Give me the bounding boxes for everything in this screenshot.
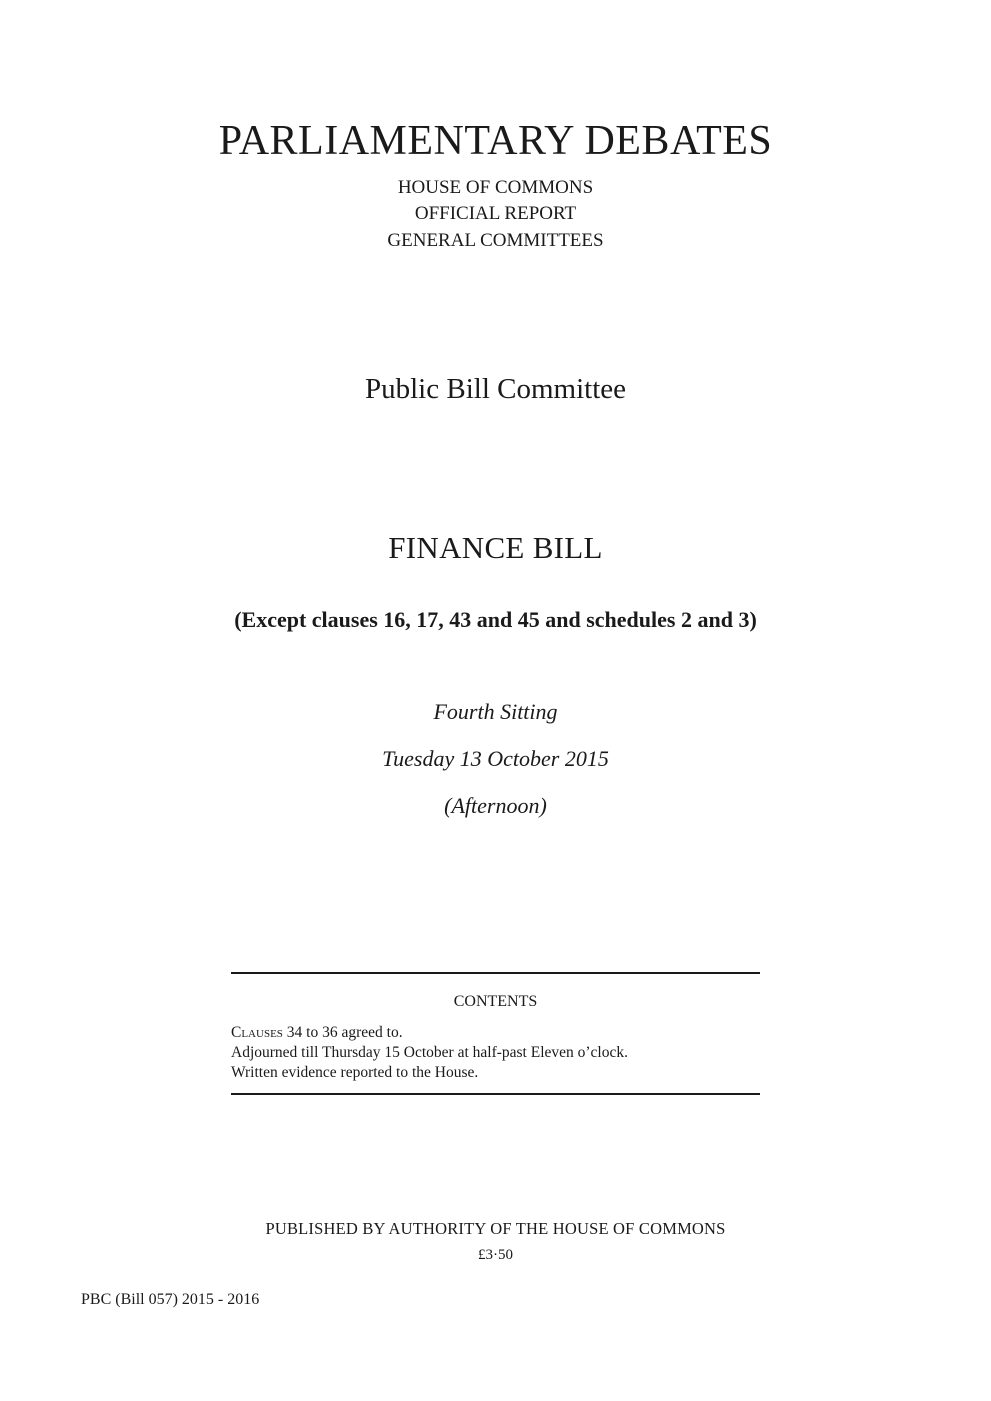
- contents-item-text: Adjourned till Thursday 15 October at half-past Eleven o’clock.: [231, 1044, 628, 1061]
- contents-list: [231, 1023, 760, 1083]
- contents-item-text: 34 to 36 agreed to.: [282, 1024, 403, 1041]
- contents-item-lead: Clauses: [231, 1024, 283, 1041]
- header-line-house: HOUSE OF COMMONS: [397, 177, 594, 198]
- contents-item: [231, 1043, 760, 1063]
- contents-item-text: Written evidence reported to the House.: [231, 1064, 479, 1081]
- header-line-committees: GENERAL COMMITTEES: [387, 230, 604, 251]
- bill-exceptions-note: (Except clauses 16, 17, 43 and 45 and schedules 2 and 3): [234, 607, 757, 632]
- contents-top-rule: [231, 972, 760, 974]
- publisher-line: PUBLISHED BY AUTHORITY OF THE HOUSE OF COMMONS: [265, 1219, 726, 1238]
- sitting-date: Tuesday 13 October 2015: [382, 746, 609, 771]
- main-title: PARLIAMENTARY DEBATES: [218, 118, 773, 164]
- contents-heading: CONTENTS: [453, 993, 538, 1010]
- bill-title: FINANCE BILL: [388, 530, 603, 565]
- header-line-report: OFFICIAL REPORT: [414, 203, 577, 224]
- committee-name: Public Bill Committee: [365, 373, 626, 405]
- price: £3·50: [478, 1247, 513, 1263]
- contents-item: [231, 1023, 760, 1043]
- document-reference: PBC (Bill 057) 2015 - 2016: [81, 1291, 260, 1308]
- contents-bottom-rule: [231, 1093, 760, 1095]
- contents-item: [231, 1063, 760, 1083]
- sitting-period: (Afternoon): [444, 793, 547, 818]
- sitting-name: Fourth Sitting: [433, 699, 558, 724]
